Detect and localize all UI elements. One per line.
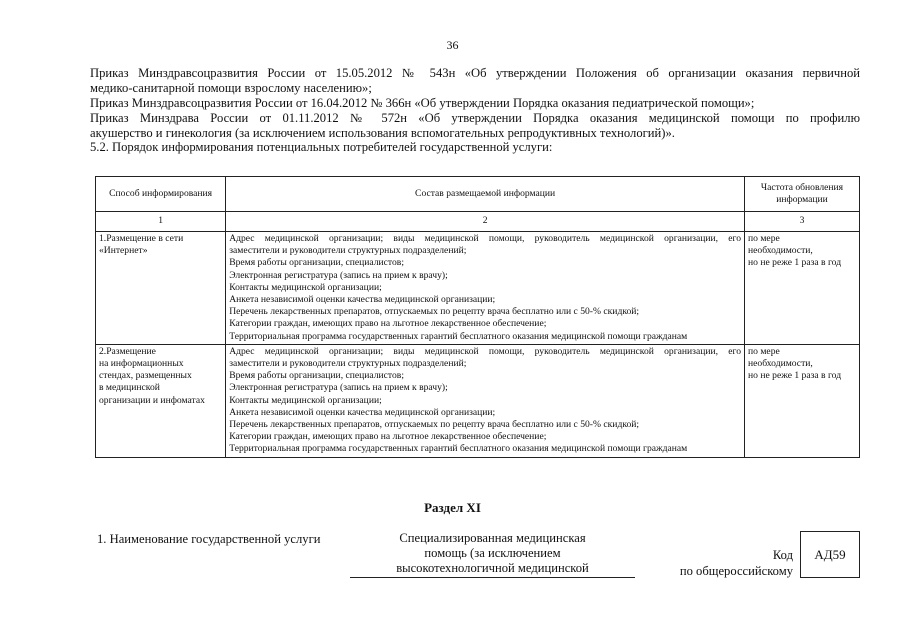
cell-line: но не реже 1 раза в год bbox=[748, 370, 842, 382]
section-title: Раздел XI bbox=[424, 500, 481, 515]
cell-line: на информационных bbox=[99, 358, 184, 370]
service-name-label: 1. Наименование государственной услуги bbox=[97, 532, 321, 546]
paragraph-informing-order bbox=[90, 140, 860, 155]
cell-line: Анкета независимой оценки качества медицинской организации; bbox=[229, 294, 496, 306]
content-cell bbox=[226, 344, 745, 457]
cell-line: стендах, размещенных bbox=[99, 370, 192, 382]
table-col-number: 1 bbox=[96, 212, 226, 232]
service-value-line: помощь (за исключением bbox=[424, 546, 561, 560]
cell-line: Анкета независимой оценки качества медицинской организации; bbox=[229, 406, 496, 418]
paragraph-line: Приказ Минздравсоцразвития России от 15.05.2012 № 543н «Об утверждении Положения об организации оказания первичной bbox=[90, 66, 860, 80]
table-number-row bbox=[96, 212, 860, 232]
cell-line: необходимости, bbox=[748, 358, 813, 370]
cell-line: Электронная регистратура (запись на прием к врачу); bbox=[229, 382, 448, 394]
service-value-line: высокотехнологичной медицинской bbox=[396, 561, 589, 575]
table-header-content: Состав размещаемой информации bbox=[226, 177, 745, 212]
cell-line: Электронная регистратура (запись на прием к врачу); bbox=[229, 269, 448, 281]
cell-line: Категории граждан, имеющих право на льготное лекарственное обеспечение; bbox=[229, 318, 547, 330]
table-header-method: Способ информирования bbox=[96, 177, 226, 212]
cell-line: Перечень лекарственных препаратов, отпускаемых по рецепту врача бесплатно или с 50-% скидкой; bbox=[229, 306, 640, 318]
cell-line: но не реже 1 раза в год bbox=[748, 257, 842, 269]
cell-line: Адрес медицинской организации; виды медицинской помощи, руководитель медицинской организации, его bbox=[229, 345, 742, 357]
table-header-frequency: Частота обновления информации bbox=[745, 177, 860, 212]
cell-line: необходимости, bbox=[748, 245, 813, 257]
cell-line: по мере bbox=[748, 345, 780, 357]
paragraph-line: Приказ Минздравсоцразвития России от 16.04.2012 № 366н «Об утверждении Порядка оказания педиатрической помощи»; bbox=[90, 96, 755, 110]
cell-line: Перечень лекарственных препаратов, отпускаемых по рецепту врача бесплатно или с 50-% скидкой; bbox=[229, 419, 640, 431]
paragraph-order-572n bbox=[90, 111, 860, 140]
cell-line: Контакты медицинской организации; bbox=[229, 394, 382, 406]
table-col-number: 2 bbox=[226, 212, 745, 232]
cell-line: Время работы организации, специалистов; bbox=[229, 370, 404, 382]
cell-line: по мере bbox=[748, 233, 780, 244]
paragraph-order-543n bbox=[90, 66, 860, 95]
paragraph-line: акушерство и гинекология (за исключением использования вспомогательных репродуктивных технологий)». bbox=[90, 125, 675, 140]
cell-line: Категории граждан, имеющих право на льготное лекарственное обеспечение; bbox=[229, 431, 547, 443]
cell-line: Время работы организации, специалистов; bbox=[229, 257, 404, 269]
cell-line: заместители и руководители структурных подразделений; bbox=[229, 358, 467, 370]
paragraph-line: медико-санитарной помощи взрослому населению»; bbox=[90, 80, 372, 95]
method-cell bbox=[96, 344, 226, 457]
service-value-underline bbox=[350, 577, 635, 578]
content-cell bbox=[226, 232, 745, 345]
cell-line: Территориальная программа государственных гарантий бесплатного оказания медицинской помощи гражданам bbox=[229, 330, 688, 342]
cell-line: Контакты медицинской организации; bbox=[229, 281, 382, 293]
paragraph-line: 5.2. Порядок информирования потенциальных потребителей государственной услуги: bbox=[90, 140, 553, 154]
cell-line: 1.Размещение в сети bbox=[99, 233, 184, 244]
cell-line: Территориальная программа государственных гарантий бесплатного оказания медицинской помощи гражданам bbox=[229, 443, 688, 455]
service-name-value bbox=[350, 531, 635, 576]
service-value-line: Специализированная медицинская bbox=[399, 531, 586, 545]
table-row bbox=[96, 344, 860, 457]
kod-value-box: АД59 bbox=[800, 531, 860, 578]
kod-label-line: Код bbox=[772, 548, 793, 562]
cell-line: 2.Размещение bbox=[99, 345, 156, 357]
table-col-number: 3 bbox=[745, 212, 860, 232]
cell-line: «Интернет» bbox=[99, 245, 148, 257]
frequency-cell bbox=[745, 232, 860, 345]
informing-table bbox=[95, 176, 860, 458]
cell-line: Адрес медицинской организации; виды медицинской помощи, руководитель медицинской организации, его bbox=[229, 233, 742, 244]
kod-label-line: по общероссийскому bbox=[679, 564, 793, 578]
table-header-row bbox=[96, 177, 860, 212]
page-number: 36 bbox=[446, 38, 459, 52]
frequency-cell bbox=[745, 344, 860, 457]
table-row bbox=[96, 232, 860, 345]
paragraph-order-366n bbox=[90, 96, 860, 111]
cell-line: организации и инфоматах bbox=[99, 394, 205, 406]
cell-line: заместители и руководители структурных подразделений; bbox=[229, 245, 467, 257]
paragraph-line: Приказ Минздрава России от 01.11.2012 № 572н «Об утверждении Порядка оказания медицинской помощи по профилю bbox=[90, 111, 860, 125]
cell-line: в медицинской bbox=[99, 382, 160, 394]
kod-label bbox=[660, 547, 793, 579]
method-cell bbox=[96, 232, 226, 345]
